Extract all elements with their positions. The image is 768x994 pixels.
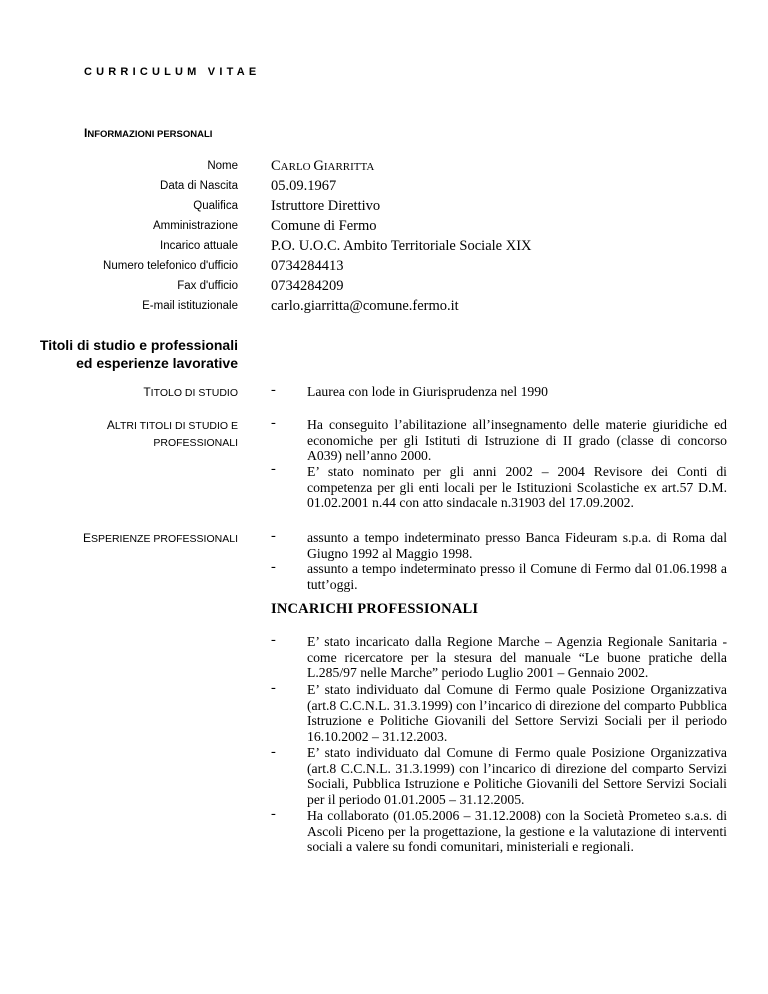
label-initial: T	[143, 385, 151, 399]
label-rest: LTRI TITOLI DI STUDIO E	[114, 420, 238, 432]
label-qualifica: Qualifica	[193, 200, 238, 212]
bullet-dash: -	[271, 559, 276, 575]
education-heading	[0, 336, 238, 372]
education-heading-line1: Titoli di studio e professionali	[39, 337, 238, 353]
value-incarico-attuale: P.O. U.O.C. Ambito Territoriale Sociale XIX	[271, 238, 532, 254]
label-titolo-studio	[18, 384, 238, 402]
altri-titoli-item: E’ stato nominato per gli anni 2002 – 2004 Revisore dei Conti di competenza per gli enti locali per le Istituzioni Scolastiche ex art.57 D.M. 01.02.2001 n.44 con atto sindacale n.31903 del 17.09.2002.	[307, 464, 727, 511]
label-esperienze	[18, 530, 238, 548]
label-altri-line2: PROFESSIONALI	[153, 437, 238, 449]
incarichi-item: E’ stato individuato dal Comune di Fermo quale Posizione Organizzativa (art.8 C.C.N.L. 31.3.1999) con l’incarico di direzione del comparto Servizi Sociali, Pubblica Istruzione e Politiche Giovanili del Settore Servizi Sociali per il periodo 01.01.2005 – 31.12.2005.	[307, 745, 727, 807]
value-data-nascita: 05.09.1967	[271, 178, 337, 194]
bullet-dash: -	[271, 806, 276, 822]
bullet-dash: -	[271, 744, 276, 760]
bullet-dash: -	[271, 528, 276, 544]
label-incarico-attuale: Incarico attuale	[160, 240, 238, 252]
label-rest: ITOLO DI STUDIO	[150, 387, 238, 399]
esperienze-item: assunto a tempo indeterminato presso il Comune di Fermo dal 01.06.1998 a tutt’oggi.	[307, 561, 727, 592]
label-altri-titoli	[18, 417, 238, 452]
incarichi-item: E’ stato individuato dal Comune di Fermo quale Posizione Organizzativa (art.8 C.C.N.L. 31.3.1999) con l’incarico di direzione del comparto Pubblica Istruzione e Politiche Giovanili del Settore Servizi Sociali per il periodo 16.10.2002 – 31.12.2003.	[307, 682, 727, 744]
bullet-dash: -	[271, 680, 276, 696]
bullet-dash: -	[271, 632, 276, 648]
label-initial: E	[82, 531, 91, 545]
bullet-dash: -	[271, 461, 276, 477]
heading-rest: NFORMAZIONI PERSONALI	[87, 129, 213, 140]
label-email: E-mail istituzionale	[142, 300, 238, 312]
name-rest: ARLO	[280, 161, 314, 173]
value-amministrazione: Comune di Fermo	[271, 218, 377, 234]
titolo-item: Laurea con lode in Giurisprudenza nel 1990	[307, 384, 548, 399]
label-data-nascita: Data di Nascita	[160, 180, 238, 192]
value-qualifica: Istruttore Direttivo	[271, 198, 381, 214]
heading-initial: I	[84, 126, 88, 140]
label-initial: A	[106, 418, 115, 432]
value-telefono: 0734284413	[271, 258, 344, 274]
label-altri-line1	[18, 417, 238, 435]
bullet-dash: -	[271, 415, 276, 431]
incarichi-item: Ha collaborato (01.05.2006 – 31.12.2008) con la Società Prometeo s.a.s. di Ascoli Piceno per la progettazione, la gestione e la valutazione di interventi sociali a valere su fondi comunitari, ministeriali e regionali.	[307, 808, 727, 855]
bullet-dash: -	[271, 382, 276, 398]
altri-titoli-item: Ha conseguito l’abilitazione all’insegnamento delle materie giuridiche ed economiche per gli Istituti di Istruzione di II grado (classe di concorso A039) nell’anno 2000.	[307, 417, 727, 464]
label-nome: Nome	[207, 160, 238, 172]
value-nome	[271, 158, 374, 175]
personal-info-heading	[84, 126, 212, 140]
value-email: carlo.giarritta@comune.fermo.it	[271, 298, 459, 314]
label-amministrazione: Amministrazione	[153, 220, 238, 232]
surname-initial: G	[313, 158, 324, 174]
label-fax: Fax d'ufficio	[177, 280, 238, 292]
education-heading-line2: ed esperienze lavorative	[76, 355, 238, 371]
incarichi-item: E’ stato incaricato dalla Regione Marche – Agenzia Regionale Sanitaria - come ricercatore per la stesura del manuale “Le buone pratiche della L.285/97 nelle Marche” periodo Luglio 2001 – Gennaio 2002.	[307, 634, 727, 681]
value-fax: 0734284209	[271, 278, 344, 294]
document-title: CURRICULUM VITAE	[84, 66, 261, 78]
label-telefono: Numero telefonico d'ufficio	[103, 260, 238, 272]
label-rest: SPERIENZE PROFESSIONALI	[90, 533, 238, 545]
incarichi-heading: INCARICHI PROFESSIONALI	[271, 601, 479, 617]
surname-rest: IARRITTA	[323, 161, 375, 173]
esperienze-item: assunto a tempo indeterminato presso Banca Fideuram s.p.a. di Roma dal Giugno 1992 al Maggio 1998.	[307, 530, 727, 561]
name-initial: C	[271, 158, 281, 174]
